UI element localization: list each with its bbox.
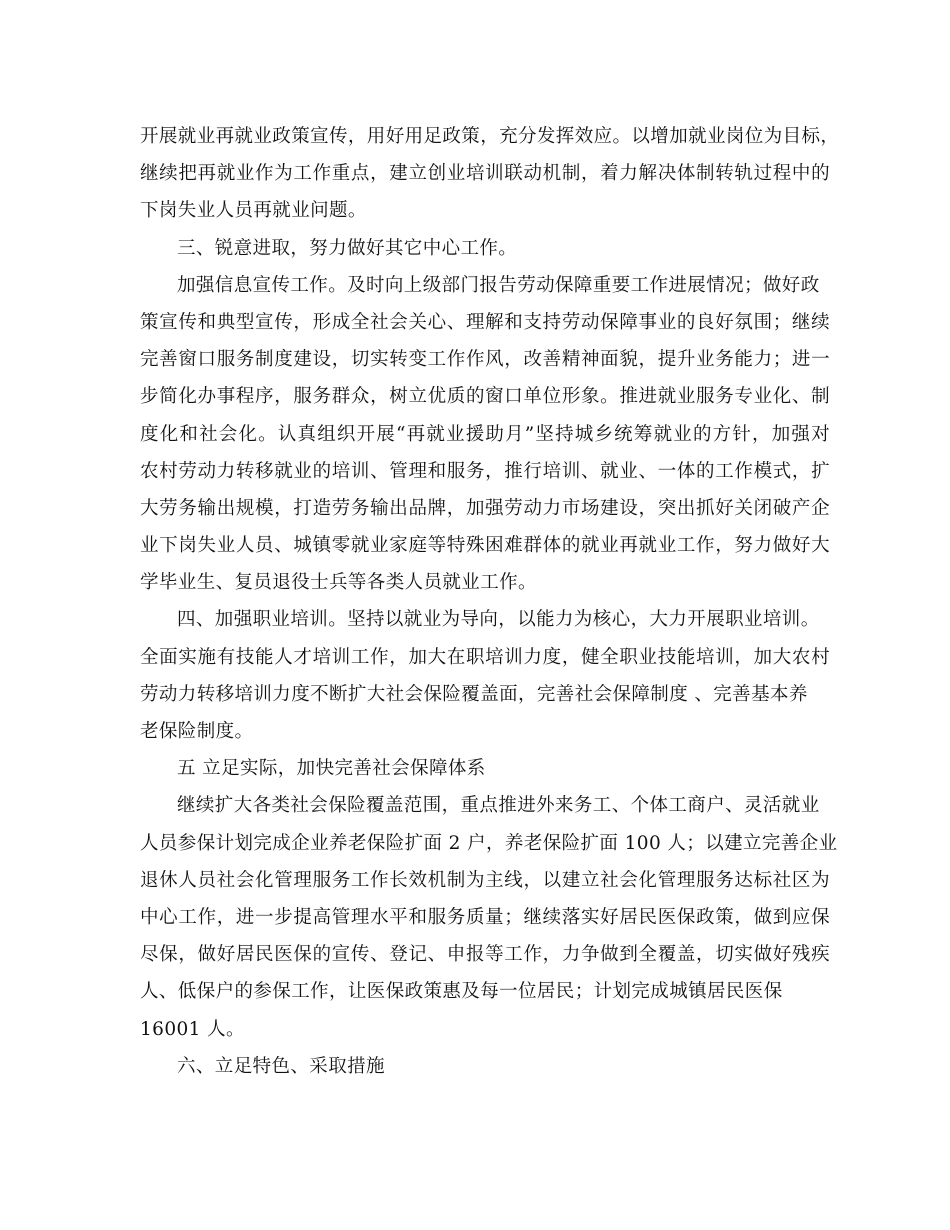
body-line: 业下岗失业人员、城镇零就业家庭等特殊困难群体的就业再就业工作，努力做好大 xyxy=(140,535,830,557)
body-line: 学毕业生、复员退役士兵等各类人员就业工作。 xyxy=(140,572,537,594)
body-line: 劳动力转移培训力度不断扩大社会保险覆盖面，完善社会保障制度 、完善基本养 xyxy=(140,683,808,705)
body-line: 人、低保户的参保工作，让医保政策惠及每一位居民；计划完成城镇居民医保 xyxy=(140,981,783,1003)
body-line: 继续把再就业作为工作重点，建立创业培训联动机制，着力解决体制转轨过程中的 xyxy=(140,163,830,185)
section-heading: 五 立足实际，加快完善社会保障体系 xyxy=(177,758,486,780)
body-line: 开展就业再就业政策宣传，用好用足政策，充分发挥效应。以增加就业岗位为目标， xyxy=(140,126,840,147)
body-line: 策宣传和典型宣传，形成全社会关心、理解和支持劳动保障事业的良好氛围；继续 xyxy=(140,311,830,333)
body-line: 步简化办事程序，服务群众，树立优质的窗口单位形象。推进就业服务专业化、制 xyxy=(140,386,830,408)
body-line: 度化和社会化。认真组织开展“再就业援助月”坚持城乡统筹就业的方针，加强对 xyxy=(140,423,830,445)
body-line: 完善窗口服务制度建设，切实转变工作作风，改善精神面貌，提升业务能力；进一 xyxy=(140,349,830,371)
document-page xyxy=(140,118,840,1085)
body-line: 中心工作，进一步提高管理水平和服务质量；继续落实好居民医保政策，做到应保 xyxy=(140,906,830,928)
body-line: 16001 人。 xyxy=(140,1018,245,1040)
body-line: 加强信息宣传工作。及时向上级部门报告劳动保障重要工作进展情况；做好政 xyxy=(177,274,820,296)
body-line: 尽保，做好居民医保的宣传、登记、申报等工作，力争做到全覆盖，切实做好残疾 xyxy=(140,944,830,966)
section-heading: 四、加强职业培训。坚持以就业为导向，以能力为核心，大力开展职业培训。 xyxy=(177,609,820,631)
section-heading: 六、立足特色、采取措施 xyxy=(177,1055,385,1077)
body-line: 人员参保计划完成企业养老保险扩面 2 户，养老保险扩面 100 人；以建立完善企业 xyxy=(140,832,838,854)
body-line: 下岗失业人员再就业问题。 xyxy=(140,200,367,222)
body-line: 退休人员社会化管理服务工作长效机制为主线，以建立社会化管理服务达标社区为 xyxy=(140,869,830,891)
body-line: 老保险制度。 xyxy=(140,721,254,742)
body-line: 农村劳动力转移就业的培训、管理和服务，推行培训、就业、一体的工作模式，扩 xyxy=(140,460,830,482)
section-heading: 三、锐意进取，努力做好其它中心工作。 xyxy=(177,237,518,259)
body-line: 大劳务输出规模，打造劳务输出品牌，加强劳动力市场建设，突出抓好关闭破产企 xyxy=(140,497,830,519)
body-line: 全面实施有技能人才培训工作，加大在职培训力度，健全职业技能培训，加大农村 xyxy=(140,646,830,668)
body-line: 继续扩大各类社会保险覆盖范围，重点推进外来务工、个体工商户、灵活就业 xyxy=(177,795,820,817)
